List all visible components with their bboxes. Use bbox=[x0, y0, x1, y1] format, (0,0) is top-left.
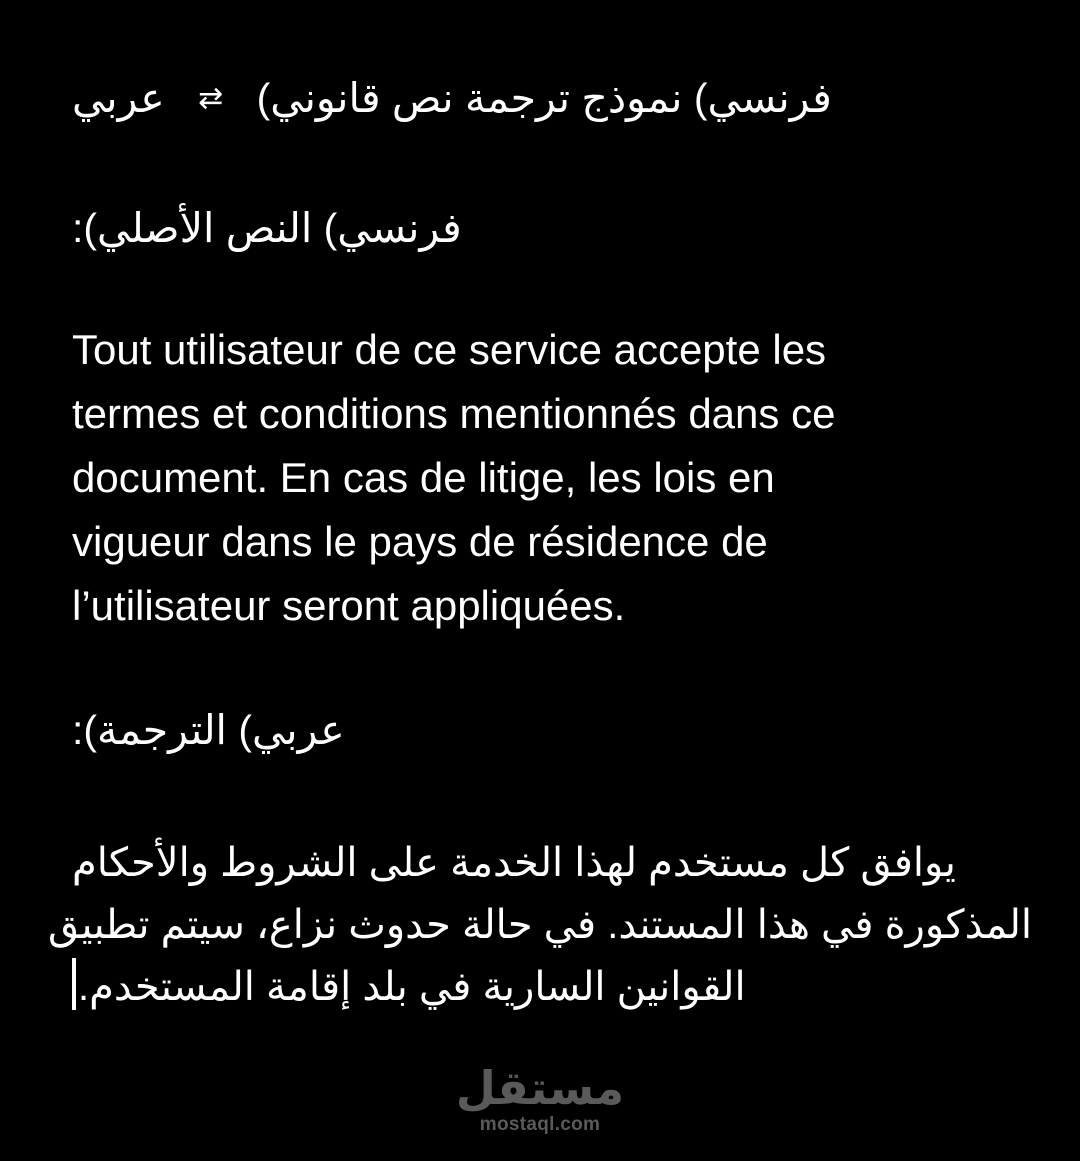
page-title bbox=[72, 74, 832, 123]
translation-line: يوافق كل مستخدم لهذا الخدمة على الشروط والأحكام bbox=[72, 841, 956, 885]
title-main: فرنسي) نموذج ترجمة نص قانوني) bbox=[256, 75, 832, 121]
source-line: vigueur dans le pays de résidence de bbox=[72, 518, 768, 565]
title-target-language: عربي bbox=[72, 75, 165, 121]
watermark-url: mostaql.com bbox=[479, 1114, 601, 1135]
source-line: l’utilisateur seront appliquées. bbox=[72, 582, 626, 629]
source-line: Tout utilisateur de ce service accepte les bbox=[72, 326, 827, 373]
translation-line bbox=[72, 956, 1032, 1018]
source-text bbox=[72, 318, 1032, 638]
source-line: document. En cas de litige, les lois en bbox=[72, 454, 775, 501]
target-label bbox=[72, 706, 345, 754]
source-line: termes et conditions mentionnés dans ce bbox=[72, 390, 836, 437]
source-label bbox=[72, 204, 462, 252]
swap-arrows-icon: ⇄ bbox=[198, 81, 224, 116]
translation-line: المذكورة في هذا المستند. في حالة حدوث نزاع، سيتم تطبيق bbox=[48, 903, 1032, 947]
source-label-text: فرنسي) النص الأصلي): bbox=[72, 205, 462, 251]
translation-text-area[interactable] bbox=[48, 832, 1032, 1018]
translation-line-text: القوانين السارية في بلد إقامة المستخدم. bbox=[78, 965, 746, 1009]
target-label-text: عربي) الترجمة): bbox=[72, 707, 345, 753]
watermark-logo: مستقل bbox=[455, 1062, 625, 1114]
watermark bbox=[440, 1062, 640, 1136]
text-caret bbox=[72, 958, 76, 1010]
